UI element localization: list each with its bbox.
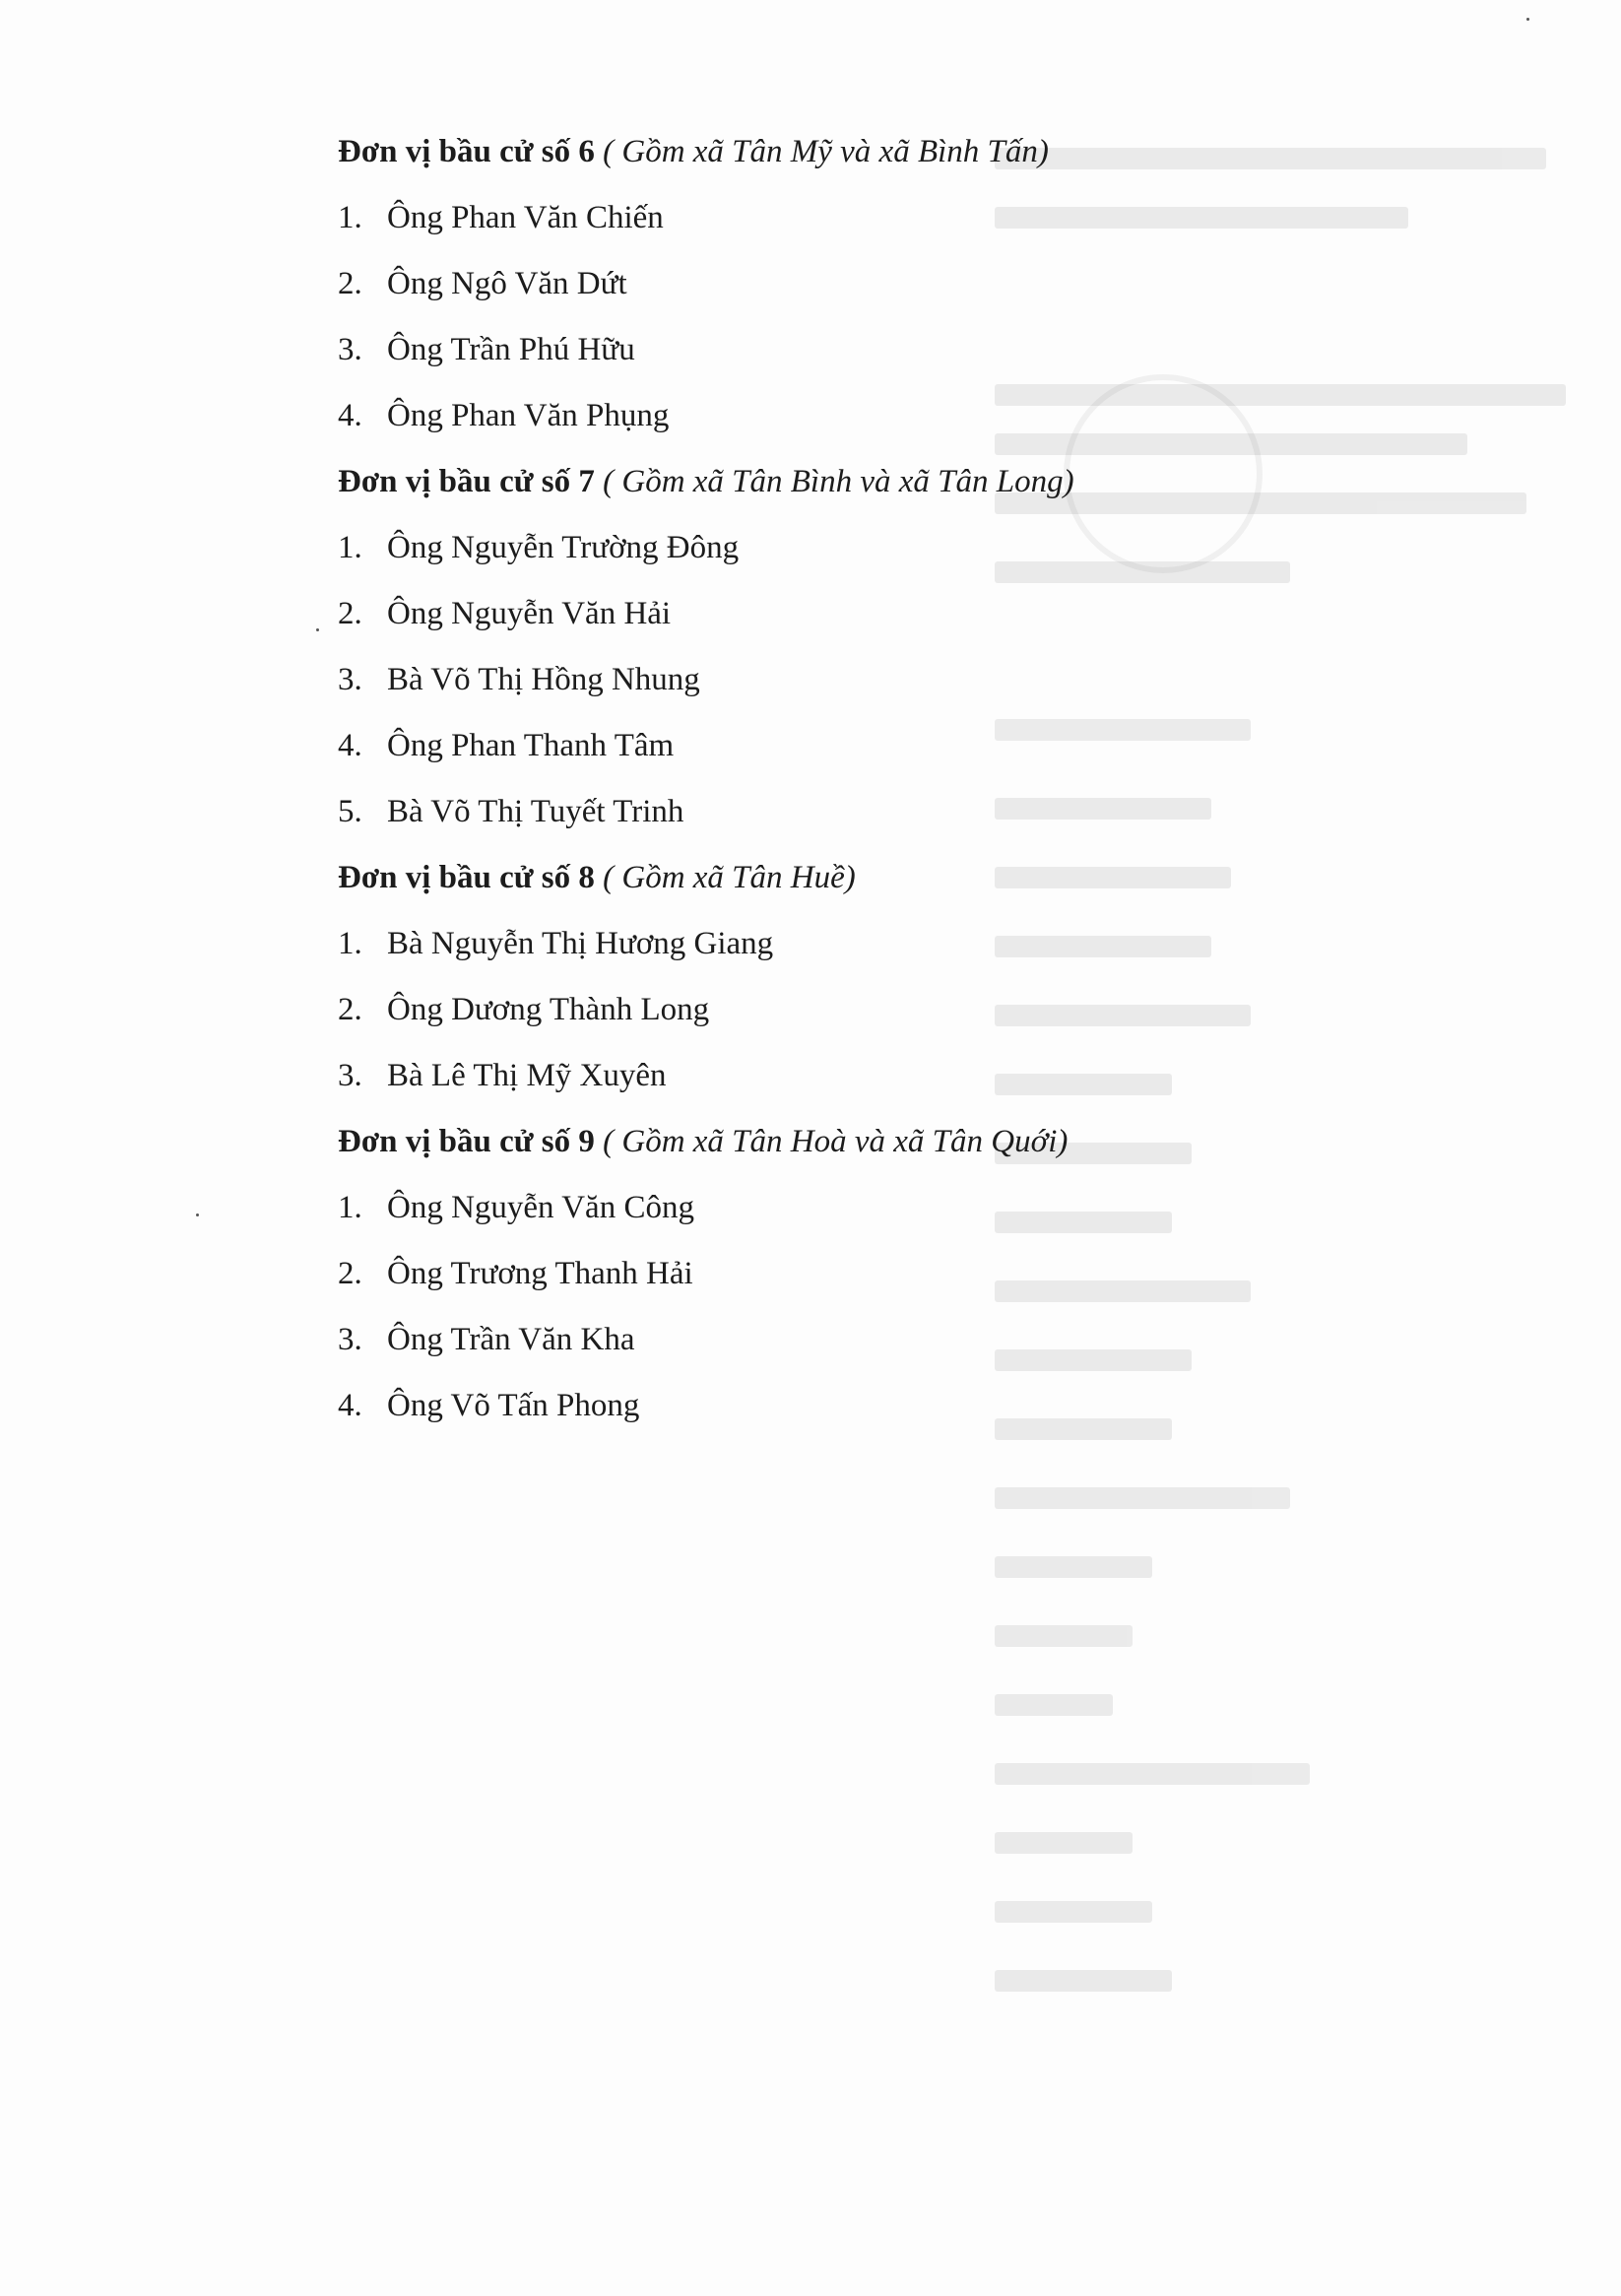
candidate-item [338, 1384, 1323, 1427]
unit-area-note: ( Gồm xã Tân Huề) [603, 860, 856, 895]
electoral-units-list [338, 130, 1323, 1427]
candidate-number: 4. [338, 398, 362, 433]
candidate-number: 1. [338, 1190, 362, 1225]
candidate-name: Ông Nguyễn Trường Đông [387, 530, 740, 565]
ghost-line [995, 1832, 1133, 1854]
candidate-number: 4. [338, 728, 362, 763]
candidate-name: Ông Võ Tấn Phong [387, 1388, 640, 1423]
candidate-number: 1. [338, 530, 362, 565]
unit-heading [338, 1120, 1323, 1163]
candidate-item [338, 592, 1323, 635]
candidate-item [338, 922, 1323, 965]
candidate-name: Ông Phan Thanh Tâm [387, 728, 675, 763]
candidate-item [338, 526, 1323, 569]
candidate-number: 1. [338, 200, 362, 235]
candidate-item [338, 1054, 1323, 1097]
ghost-line [995, 1625, 1133, 1647]
candidate-name: Ông Dương Thành Long [387, 992, 710, 1027]
candidate-name: Ông Nguyễn Văn Hải [387, 596, 672, 631]
unit-area-note: ( Gồm xã Tân Hoà và xã Tân Quới) [603, 1124, 1069, 1159]
candidate-number: 2. [338, 596, 362, 631]
ghost-line [995, 1763, 1310, 1785]
unit-heading [338, 460, 1323, 503]
candidate-number: 3. [338, 662, 362, 697]
candidate-item [338, 328, 1323, 371]
candidate-number: 2. [338, 992, 362, 1027]
candidate-item [338, 790, 1323, 833]
candidate-name: Ông Ngô Văn Dứt [387, 266, 627, 301]
candidate-name: Bà Võ Thị Tuyết Trinh [387, 794, 684, 829]
electoral-unit-7 [338, 460, 1323, 833]
candidate-item [338, 658, 1323, 701]
candidate-name: Ông Trương Thanh Hải [387, 1256, 693, 1291]
candidate-name: Ông Nguyễn Văn Công [387, 1190, 694, 1225]
candidate-name: Ông Phan Văn Phụng [387, 398, 670, 433]
candidate-number: 3. [338, 1322, 362, 1357]
unit-area-note: ( Gồm xã Tân Bình và xã Tân Long) [603, 464, 1074, 499]
candidate-number: 2. [338, 266, 362, 301]
scan-speck [196, 1214, 199, 1216]
candidate-name: Bà Nguyễn Thị Hương Giang [387, 926, 774, 961]
candidate-number: 2. [338, 1256, 362, 1291]
candidate-item [338, 1252, 1323, 1295]
candidate-name: Bà Võ Thị Hồng Nhung [387, 662, 700, 697]
electoral-unit-8 [338, 856, 1323, 1097]
ghost-line [995, 1694, 1113, 1716]
candidate-number: 3. [338, 1058, 362, 1093]
unit-title: Đơn vị bầu cử số 8 [338, 860, 595, 895]
candidate-item [338, 1186, 1323, 1229]
ghost-line [995, 1556, 1152, 1578]
candidate-item [338, 394, 1323, 437]
unit-heading [338, 856, 1323, 899]
candidate-number: 5. [338, 794, 362, 829]
candidate-name: Ông Phan Văn Chiến [387, 200, 664, 235]
unit-title: Đơn vị bầu cử số 6 [338, 134, 595, 169]
candidate-name: Bà Lê Thị Mỹ Xuyên [387, 1058, 667, 1093]
scan-speck [316, 628, 319, 631]
candidate-number: 1. [338, 926, 362, 961]
candidate-number: 4. [338, 1388, 362, 1423]
unit-heading [338, 130, 1323, 173]
candidate-item [338, 988, 1323, 1031]
unit-area-note: ( Gồm xã Tân Mỹ và xã Bình Tấn) [603, 134, 1049, 169]
scan-speck [1526, 18, 1529, 21]
candidate-name: Ông Trần Văn Kha [387, 1322, 635, 1357]
candidate-number: 3. [338, 332, 362, 367]
unit-title: Đơn vị bầu cử số 7 [338, 464, 595, 499]
ghost-line [995, 1901, 1152, 1923]
ghost-line [995, 1487, 1290, 1509]
candidate-item [338, 724, 1323, 767]
unit-title: Đơn vị bầu cử số 9 [338, 1124, 595, 1159]
candidate-item [338, 262, 1323, 305]
candidate-item [338, 196, 1323, 239]
electoral-unit-9 [338, 1120, 1323, 1427]
candidate-name: Ông Trần Phú Hữu [387, 332, 635, 367]
ghost-line [995, 1970, 1172, 1992]
electoral-unit-6 [338, 130, 1323, 437]
candidate-item [338, 1318, 1323, 1361]
